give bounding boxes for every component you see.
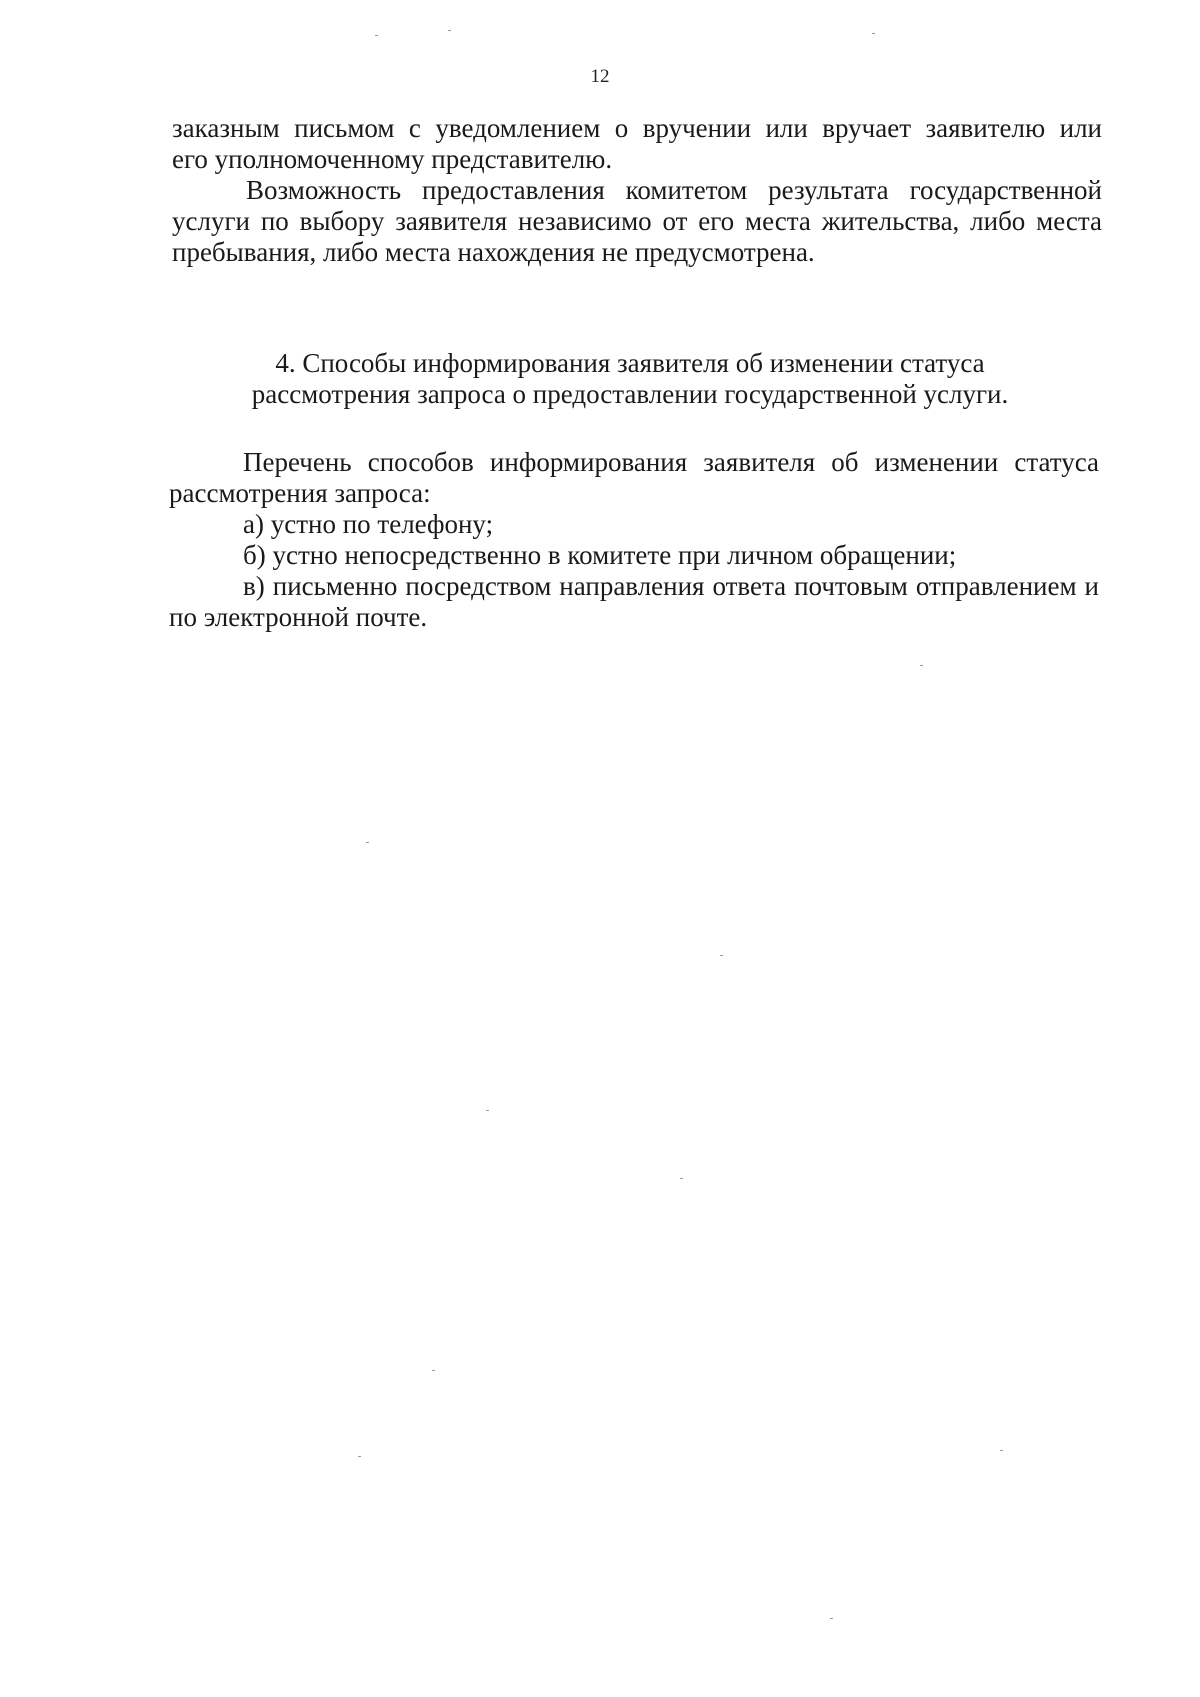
- scan-speck: [830, 1618, 833, 1619]
- scan-speck: [1000, 1450, 1003, 1451]
- possibility-paragraph: Возможность предоставления комитетом результата государственной услуги по выбору заявителя независимо от его места жительства, либо места пребывания, либо места нахождения не предусмотрена.: [172, 175, 1102, 267]
- list-intro: Перечень способов информирования заявителя об изменении статуса рассмотрения запроса:: [169, 447, 1099, 508]
- section-heading: [180, 348, 1080, 410]
- scan-speck: [720, 955, 723, 956]
- scan-speck: [432, 1370, 435, 1371]
- scan-speck: [872, 33, 875, 34]
- scan-speck: [448, 30, 451, 31]
- section-heading-line-1: 4. Способы информирования заявителя об изменении статуса: [275, 348, 985, 378]
- intro-block: [172, 113, 1102, 268]
- scan-speck: [358, 1456, 361, 1457]
- list-item-c: в) письменно посредством направления ответа почтовым отправлением и по электронной почте.: [169, 571, 1099, 632]
- scan-speck: [366, 842, 369, 843]
- section-heading-line-2: рассмотрения запроса о предоставлении государственной услуги.: [251, 379, 1009, 409]
- scan-speck: [680, 1178, 683, 1179]
- scan-speck: [375, 35, 378, 36]
- methods-list-block: [169, 447, 1099, 633]
- page-number: 12: [590, 66, 610, 87]
- continuation-line-1: заказным письмом с уведомлением о вручении или вручает заявителю или: [172, 113, 1102, 143]
- scan-speck: [486, 1110, 489, 1111]
- list-item-a: а) устно по телефону;: [243, 509, 494, 539]
- list-item-b: б) устно непосредственно в комитете при личном обращении;: [243, 540, 957, 570]
- scan-speck: [920, 665, 923, 666]
- continuation-line-2: его уполномоченному представителю.: [172, 144, 613, 174]
